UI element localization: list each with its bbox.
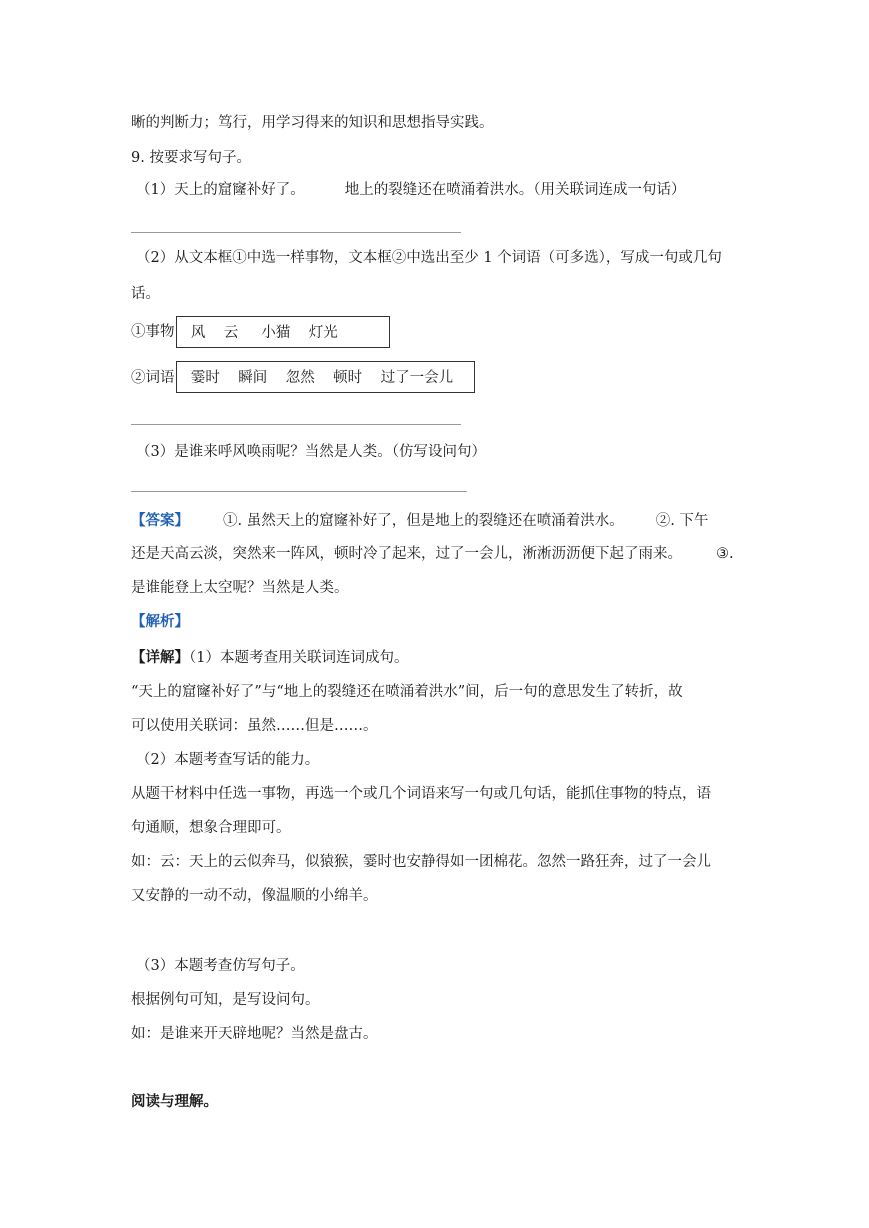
question-9-1-part-a: （1）天上的窟窿补好了。 [136,182,305,198]
paragraph-2-line2: 句通顺，想象合理即可。 [131,820,291,836]
question-9-3: （3）是谁来呼风唤雨呢？当然是人类。（仿写设问句） [136,444,486,460]
answer-blank-1[interactable] [131,232,461,233]
answer-line-3: 是谁能登上太空呢？当然是人类。 [131,580,349,596]
question-9-2-line2: 话。 [131,286,160,302]
answer-blank-2[interactable] [131,424,461,425]
analysis-tag: 【解析】 [131,613,189,630]
answer-3-start: ③. [716,546,734,562]
paragraph-1-line1: “天上的窟窿补好了”与“地上的裂缝还在喷涌着洪水”间，后一句的意思发生了转折，故 [131,684,683,700]
question-9-1-part-b: 地上的裂缝还在喷涌着洪水。（用关联词连成一句话） [344,182,686,198]
paragraph-2-line4: 又安静的一动不动，像温顺的小绵羊。 [131,888,378,904]
word-box-things: 风 云 小猫 灯光 [176,316,390,348]
word-box-words: 霎时 瞬间 忽然 顿时 过了一会儿 [176,361,475,393]
answer-tag: 【答案】 [131,512,189,529]
question-9-2-line1: （2）从文本框①中选一样事物，文本框②中选出至少 1 个词语（可多选），写成一句或几句 [136,250,722,266]
text-line: 晰的判断力；笃行，用学习得来的知识和思想指导实践。 [131,115,494,131]
answer-1: ①. 虽然天上的窟窿补好了，但是地上的裂缝还在喷涌着洪水。 [223,513,624,529]
answer-blank-3[interactable] [131,491,467,492]
paragraph-2-line3: 如：云：天上的云似奔马，似猿猴，霎时也安静得如一团棉花。忽然一路狂奔，过了一会儿 [131,854,711,870]
paragraph-2-line1: 从题干材料中任选一事物，再选一个或几个词语来写一句或几句话，能抓住事物的特点，语 [131,786,711,802]
paragraph-2-title: （2）本题考查写话的能力。 [136,752,320,768]
answer-2-rest: 还是天高云淡，突然来一阵风，顿时冷了起来，过了一会儿，淅淅沥沥便下起了雨来。 [131,546,682,562]
box-2-label: ②词语 [131,370,175,386]
detail-1: （1）本题考查用关联词连词成句。 [189,650,409,666]
answer-line-2 [131,544,769,564]
section-heading: 阅读与理解。 [131,1093,218,1110]
question-9-title: 9. 按要求写句子。 [131,150,251,166]
answer-line-1 [131,511,769,531]
box-1-label: ①事物 [131,324,175,340]
paragraph-3-line1: 根据例句可知，是写设问句。 [131,992,320,1008]
detail-tag: 【详解】 [131,649,189,666]
detail-line [131,648,769,668]
paragraph-3-line2: 如：是谁来开天辟地呢？当然是盘古。 [131,1026,378,1042]
paragraph-1-line2: 可以使用关联词：虽然……但是……。 [131,718,378,734]
paragraph-3-title: （3）本题考查仿写句子。 [136,958,305,974]
answer-2-start: ②. 下午 [655,513,709,529]
question-9-1 [136,180,769,200]
